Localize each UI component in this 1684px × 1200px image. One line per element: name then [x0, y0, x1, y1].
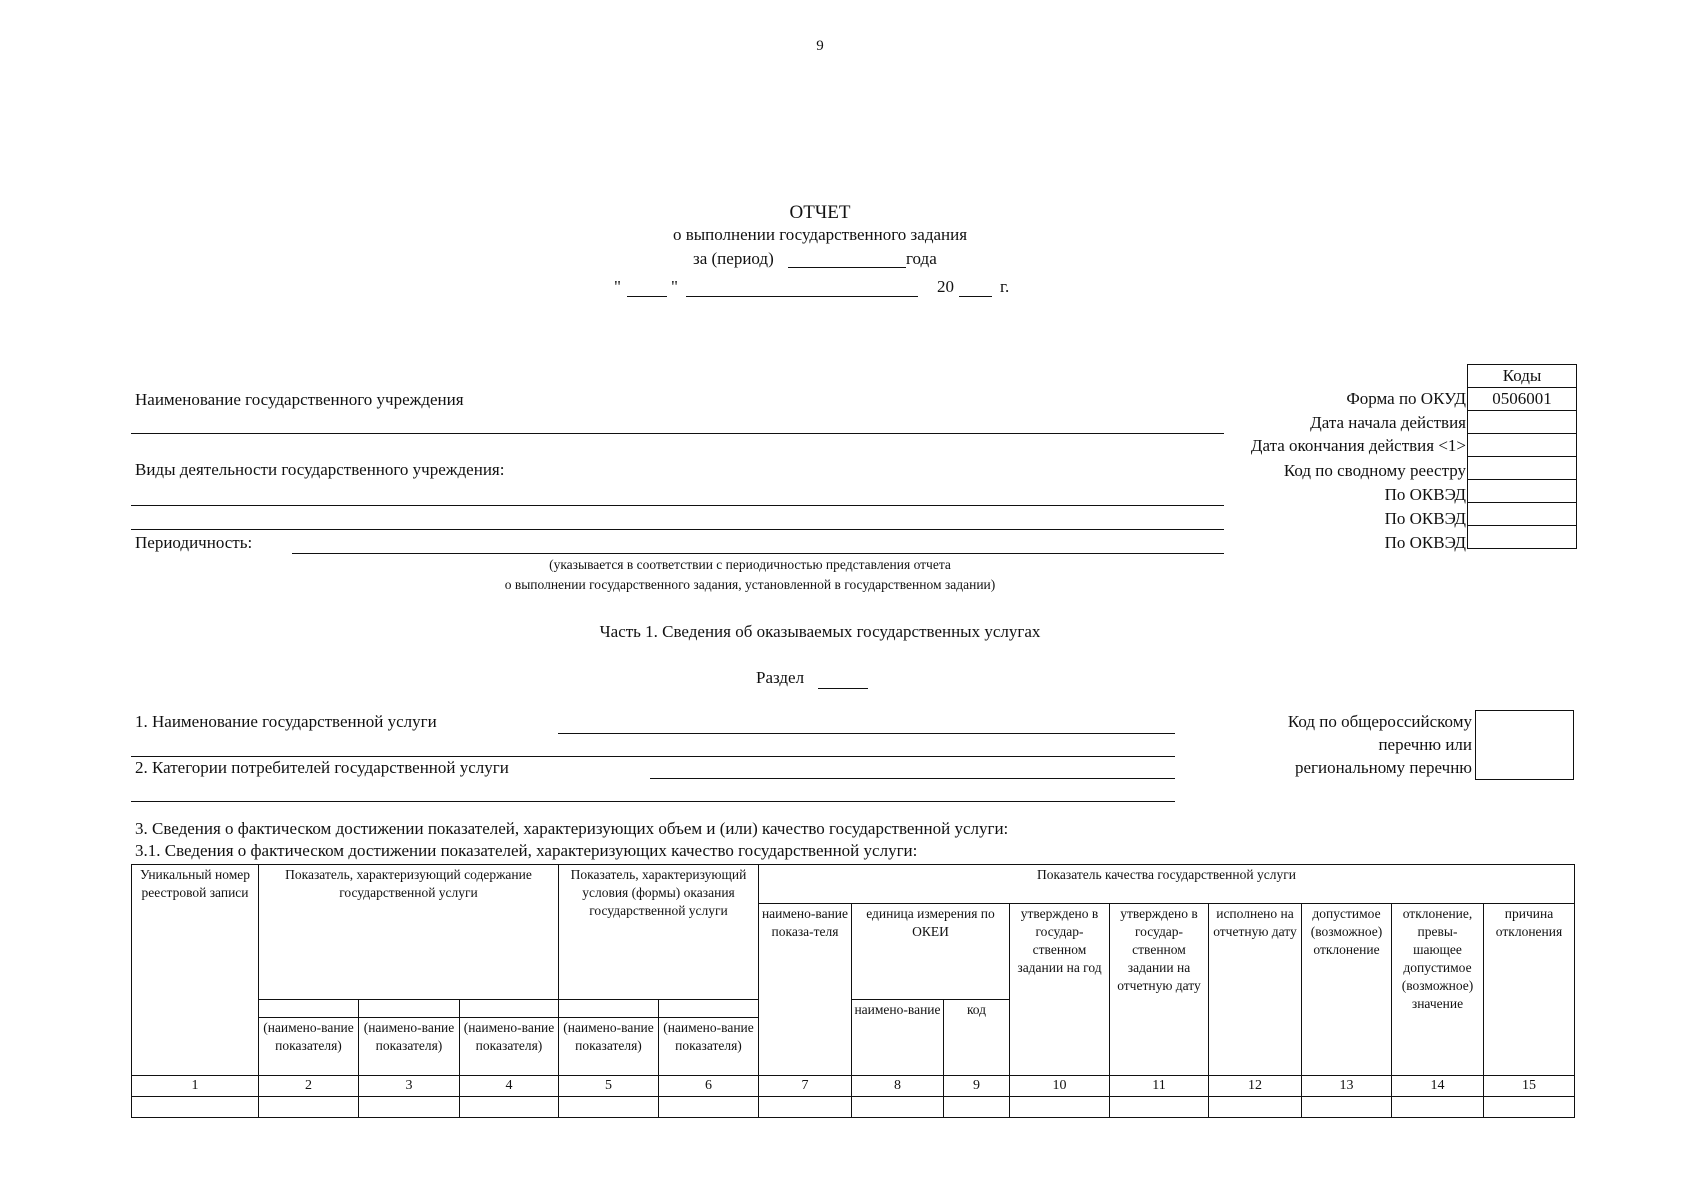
section-3-label: 3. Сведения о фактическом достижении показателей, характеризующих объем и (или) качество государственной услуги:	[135, 819, 1009, 838]
list-code-label-3: региональному перечню	[1294, 758, 1472, 777]
period-prefix: за (период)	[693, 249, 774, 268]
activities-line-1	[131, 505, 1224, 506]
data-cell	[1110, 1096, 1209, 1117]
page-number: 9	[816, 38, 824, 54]
quality-indicators-table	[131, 864, 1575, 1118]
col-num-1: 1	[132, 1075, 259, 1096]
data-cell	[1010, 1096, 1110, 1117]
code-label-okved-2: По ОКВЭД	[1384, 509, 1466, 528]
col-num-14: 14	[1392, 1075, 1484, 1096]
th-conditions: Показатель, характеризующий условия (формы) оказания государственной услуги	[559, 865, 759, 1000]
institution-label: Наименование государственного учреждения	[135, 390, 464, 409]
th-unit-name: наимено-вание	[852, 999, 944, 1075]
consumers-line	[650, 778, 1175, 779]
th-approved-date: утверждено в государ-ственном задании на отчетную дату	[1110, 903, 1209, 1075]
data-cell	[659, 1096, 759, 1117]
code-okved-2	[1468, 503, 1577, 526]
data-cell	[1484, 1096, 1575, 1117]
codes-header: Коды	[1468, 365, 1577, 388]
data-cell	[559, 1096, 659, 1117]
data-cell	[259, 1096, 359, 1117]
report-subtitle: о выполнении государственного задания	[672, 225, 968, 244]
date-quote-close: "	[671, 277, 678, 296]
code-start-date	[1468, 411, 1577, 434]
section-line	[818, 688, 868, 689]
periodicity-note-2: о выполнении государственного задания, установленной в государственном задании)	[504, 577, 996, 592]
date-year-prefix: 20	[937, 277, 954, 296]
codes-table	[1467, 364, 1577, 549]
th-content: Показатель, характеризующий содержание государственной услуги	[259, 865, 559, 904]
th-conditions-cell-1	[559, 999, 659, 1017]
date-quote-open: "	[614, 277, 621, 296]
code-label-okud: Форма по ОКУД	[1346, 389, 1466, 408]
section-31-label: 3.1. Сведения о фактическом достижении показателей, характеризующих качество государственной услуги:	[135, 841, 918, 860]
code-label-end: Дата окончания действия <1>	[1250, 436, 1466, 455]
consumers-line-2	[131, 801, 1175, 802]
th-sub-indicator-3: (наимено-вание показателя)	[359, 1017, 460, 1075]
col-num-10: 10	[1010, 1075, 1110, 1096]
code-label-okved-1: По ОКВЭД	[1384, 485, 1466, 504]
data-cell	[1209, 1096, 1302, 1117]
col-num-3: 3	[359, 1075, 460, 1096]
th-quality: Показатель качества государственной услуги	[759, 865, 1575, 904]
col-num-6: 6	[659, 1075, 759, 1096]
th-content-cell-3	[460, 999, 559, 1017]
period-suffix: года	[906, 249, 937, 268]
data-cell	[1302, 1096, 1392, 1117]
th-sub-indicator-6: (наимено-вание показателя)	[659, 1017, 759, 1075]
date-day-line	[627, 296, 667, 297]
col-num-13: 13	[1302, 1075, 1392, 1096]
data-cell	[132, 1096, 259, 1117]
th-done: исполнено на отчетную дату	[1209, 903, 1302, 1075]
th-content-cell-1	[259, 999, 359, 1017]
th-approved-year: утверждено в государ-ственном задании на год	[1010, 903, 1110, 1075]
section-label: Раздел	[756, 668, 805, 687]
table-row	[132, 1096, 1575, 1117]
code-okved-3	[1468, 526, 1577, 549]
code-registry	[1468, 457, 1577, 480]
th-content-cell-2	[359, 999, 460, 1017]
institution-line	[131, 433, 1224, 434]
th-conditions-cell-2	[659, 999, 759, 1017]
th-indicator-name: наимено-вание показа-теля	[759, 903, 852, 1075]
th-reason: причина отклонения	[1484, 903, 1575, 1075]
data-cell	[460, 1096, 559, 1117]
data-cell	[359, 1096, 460, 1117]
code-label-start: Дата начала действия	[1310, 413, 1466, 432]
col-num-15: 15	[1484, 1075, 1575, 1096]
report-title: ОТЧЕТ	[789, 202, 851, 223]
col-num-7: 7	[759, 1075, 852, 1096]
activities-label: Виды деятельности государственного учреждения:	[135, 460, 505, 479]
service-name-label: 1. Наименование государственной услуги	[135, 712, 437, 731]
part-title: Часть 1. Сведения об оказываемых государственных услугах	[599, 622, 1041, 641]
th-sub-indicator-4: (наимено-вание показателя)	[460, 1017, 559, 1075]
th-unit-code: код	[944, 999, 1010, 1075]
col-num-5: 5	[559, 1075, 659, 1096]
date-month-line	[686, 296, 918, 297]
col-num-2: 2	[259, 1075, 359, 1096]
th-allowed: допустимое (возможное) отклонение	[1302, 903, 1392, 1075]
service-name-line	[558, 733, 1175, 734]
code-label-registry: Код по сводному реестру	[1283, 461, 1466, 480]
code-end-date	[1468, 434, 1577, 457]
th-unit: единица измерения по ОКЕИ	[852, 903, 1010, 999]
data-cell	[1392, 1096, 1484, 1117]
consumers-label: 2. Категории потребителей государственной услуги	[135, 758, 509, 777]
data-cell	[944, 1096, 1010, 1117]
column-numbers-row	[132, 1075, 1575, 1096]
date-year-suffix: г.	[1000, 277, 1010, 296]
col-num-8: 8	[852, 1075, 944, 1096]
list-code-box	[1475, 710, 1574, 780]
service-name-line-2	[131, 756, 1175, 757]
periodicity-note-1: (указывается в соответствии с периодичностью представления отчета	[549, 557, 951, 572]
th-sub-indicator-2: (наимено-вание показателя)	[259, 1017, 359, 1075]
date-year-line	[959, 296, 992, 297]
list-code-label-2: перечню или	[1378, 735, 1472, 754]
data-cell	[852, 1096, 944, 1117]
th-sub-indicator-5: (наимено-вание показателя)	[559, 1017, 659, 1075]
th-content-spacer	[259, 903, 559, 999]
activities-line-2	[131, 529, 1224, 530]
col-num-9: 9	[944, 1075, 1010, 1096]
periodicity-label: Периодичность:	[135, 533, 253, 552]
code-okved-1	[1468, 480, 1577, 503]
th-unique-number: Уникальный номер реестровой записи	[132, 865, 259, 1076]
col-num-12: 12	[1209, 1075, 1302, 1096]
data-cell	[759, 1096, 852, 1117]
period-blank-line	[788, 267, 906, 268]
code-okud: 0506001	[1468, 388, 1577, 411]
list-code-label-1: Код по общероссийскому	[1287, 712, 1472, 731]
code-label-okved-3: По ОКВЭД	[1384, 533, 1466, 552]
col-num-4: 4	[460, 1075, 559, 1096]
th-deviation: отклонение, превы-шающее допустимое (возможное) значение	[1392, 903, 1484, 1075]
col-num-11: 11	[1110, 1075, 1209, 1096]
periodicity-line	[292, 553, 1224, 554]
